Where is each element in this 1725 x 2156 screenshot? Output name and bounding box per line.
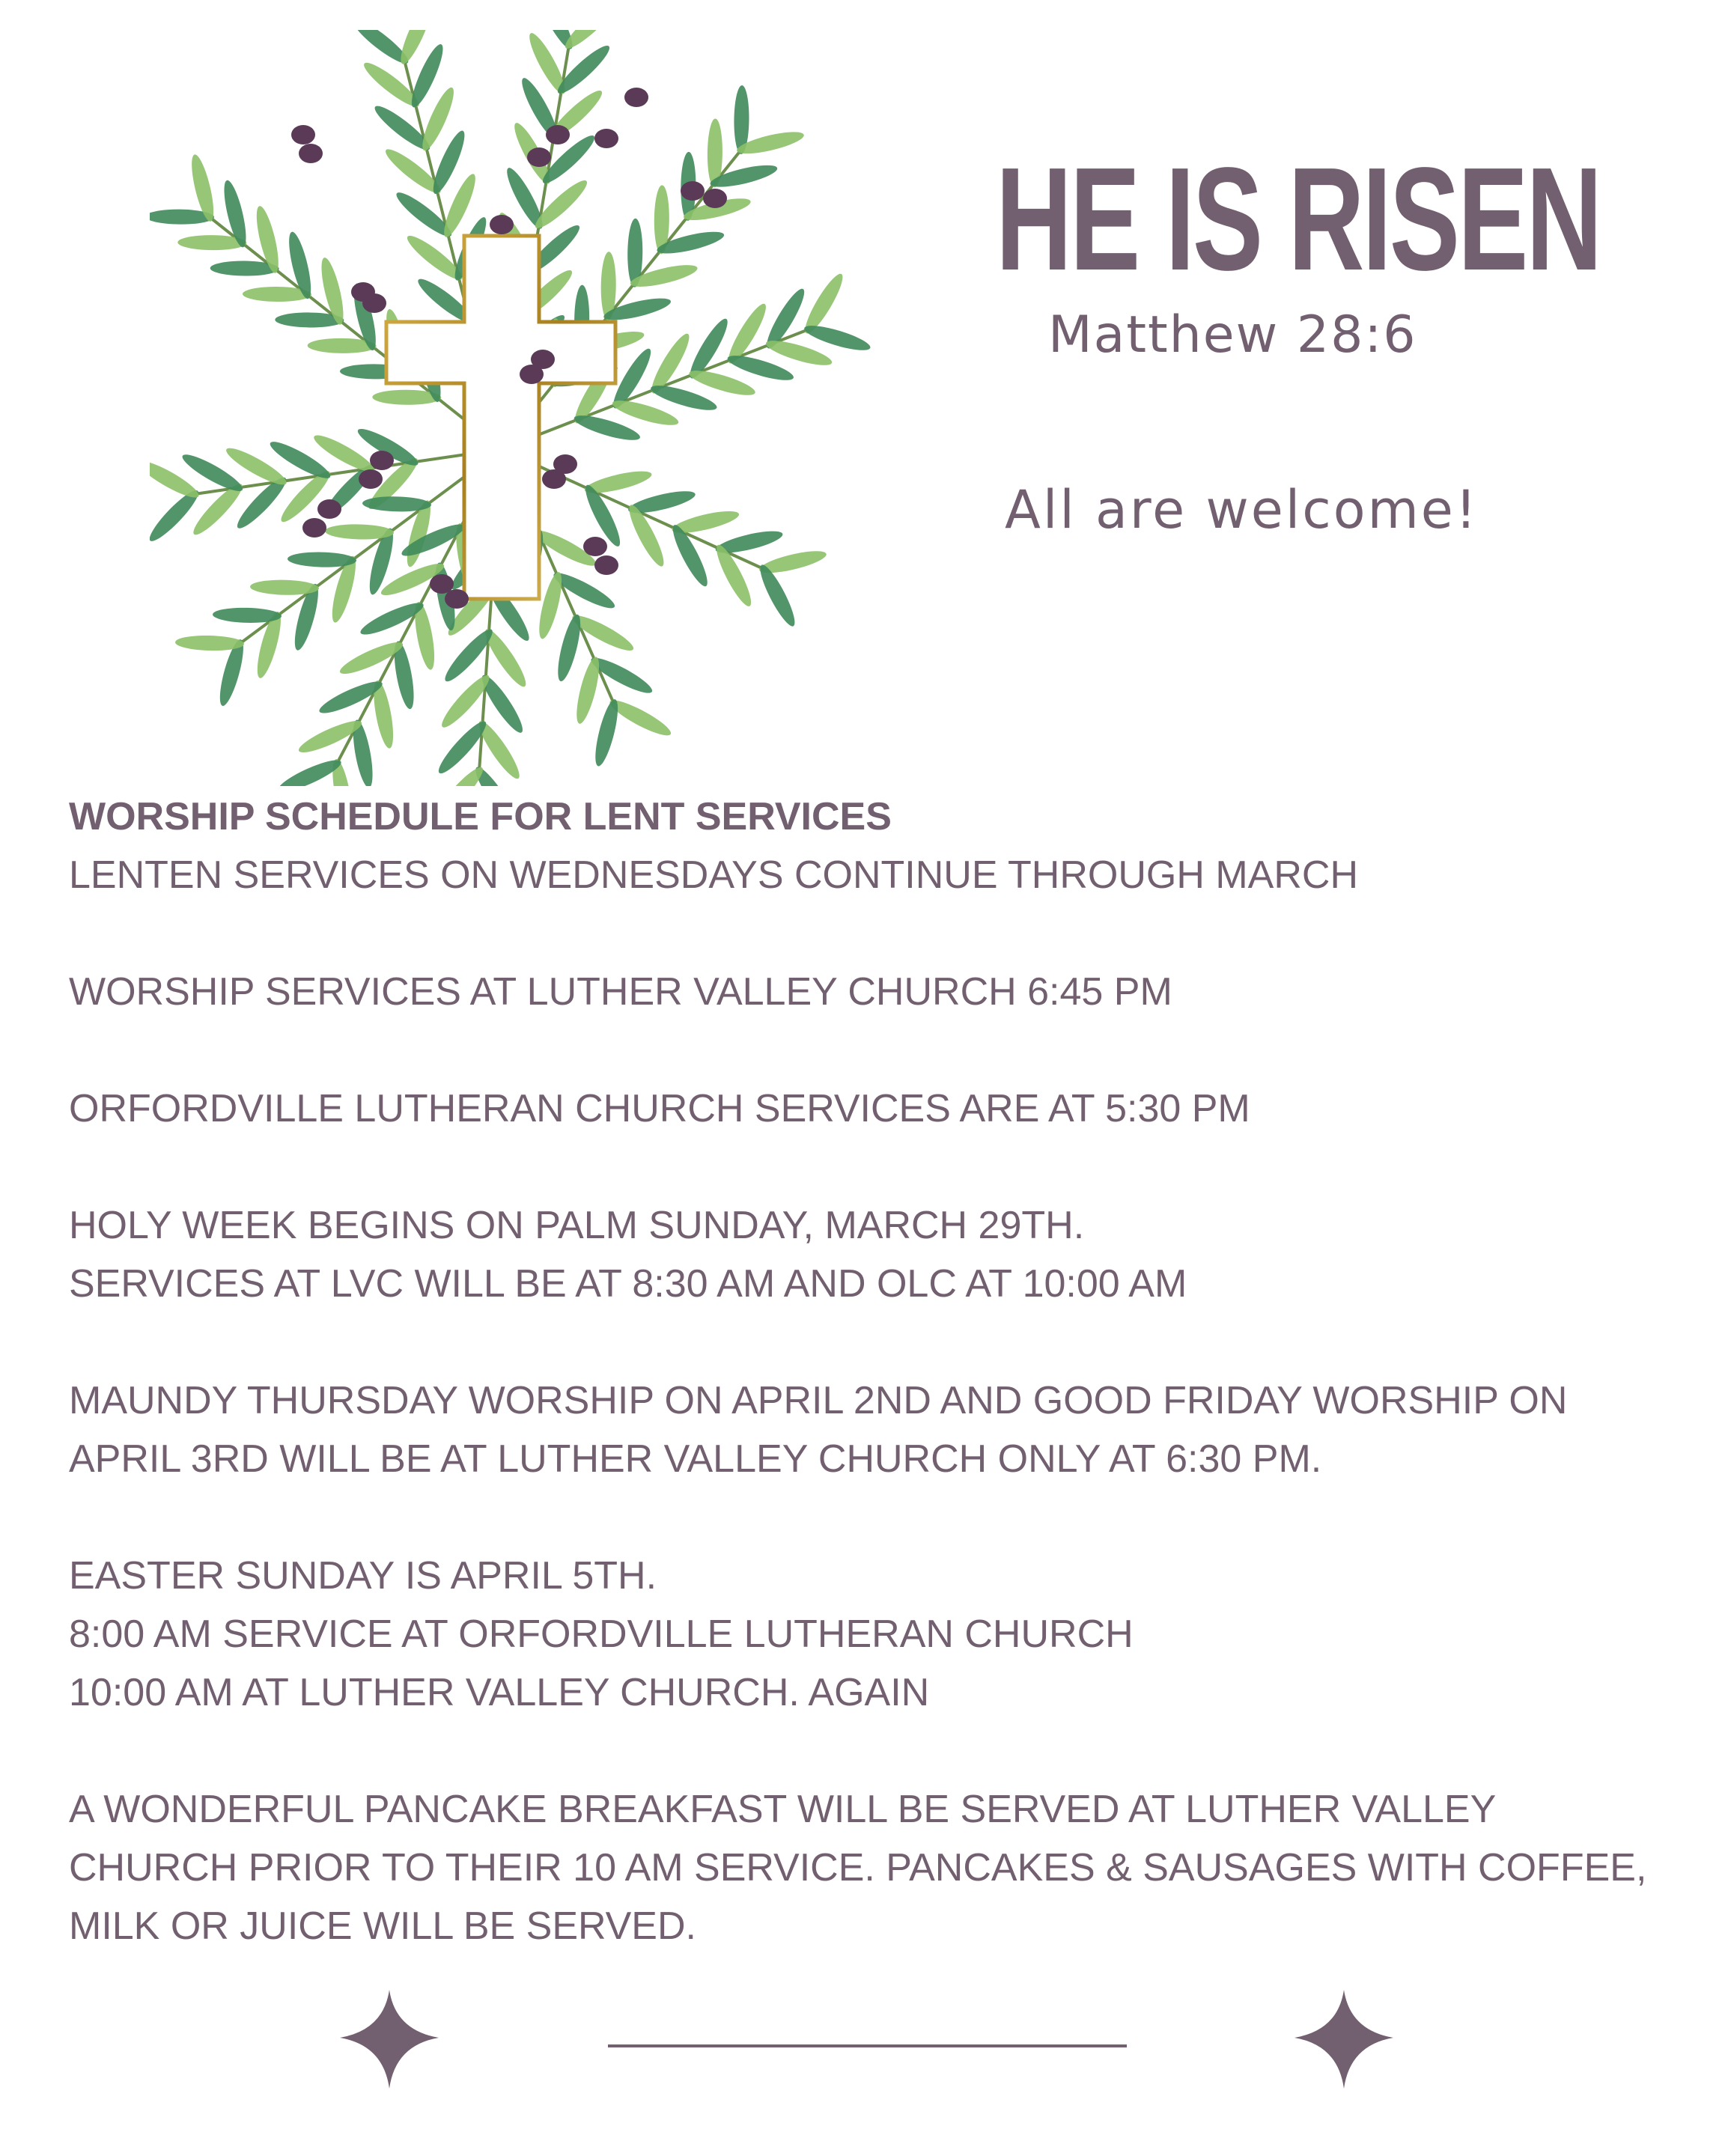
schedule-line: MAUNDY THURSDAY WORSHIP ON APRIL 2ND AND GOOD FRIDAY WORSHIP ON bbox=[69, 1379, 1568, 1422]
schedule-line: 10:00 AM AT LUTHER VALLEY CHURCH. AGAIN bbox=[69, 1671, 930, 1714]
olive-fruit bbox=[553, 454, 577, 474]
schedule-spacer bbox=[69, 1021, 1701, 1079]
sparkle-star-icon bbox=[1294, 1990, 1393, 2089]
schedule-line: EASTER SUNDAY IS APRIL 5TH. bbox=[69, 1554, 657, 1598]
olive-leaf bbox=[531, 175, 591, 233]
verse-reference: Matthew 28:6 bbox=[1048, 305, 1417, 365]
olive-fruit bbox=[703, 189, 727, 208]
olive-leaf bbox=[362, 496, 431, 512]
olive-fruit bbox=[370, 451, 394, 470]
sparkle-star-icon bbox=[340, 1990, 439, 2089]
olive-leaf bbox=[553, 40, 614, 98]
olive-leaf bbox=[250, 579, 319, 596]
schedule-spacer bbox=[69, 1722, 1701, 1780]
schedule-line: 8:00 AM SERVICE AT ORFORDVILLE LUTHERAN CHURCH bbox=[69, 1613, 1134, 1656]
olive-leaf bbox=[572, 655, 603, 725]
olive-fruit bbox=[359, 469, 383, 489]
olive-fruit bbox=[527, 147, 551, 167]
schedule-line: WORSHIP SERVICES AT LUTHER VALLEY CHURCH 6:45 PM bbox=[69, 970, 1172, 1014]
headline-he-is-risen: HE IS RISEN bbox=[996, 137, 1601, 301]
olive-fruit bbox=[520, 365, 544, 384]
olive-fruit bbox=[302, 518, 326, 538]
olive-fruit bbox=[583, 537, 607, 556]
schedule-spacer bbox=[69, 1488, 1701, 1547]
olive-leaf bbox=[288, 551, 356, 567]
olive-fruit bbox=[546, 125, 570, 144]
schedule-spacer bbox=[69, 1313, 1701, 1371]
olive-fruit bbox=[594, 129, 618, 148]
olive-leaf bbox=[175, 635, 244, 651]
schedule-spacer bbox=[69, 904, 1701, 963]
worship-schedule bbox=[69, 788, 1701, 1955]
olive-fruit bbox=[291, 125, 315, 144]
olive-fruit bbox=[490, 215, 514, 234]
schedule-line: A WONDERFUL PANCAKE BREAKFAST WILL BE SERVED AT LUTHER VALLEY bbox=[69, 1788, 1497, 1831]
olive-fruit bbox=[317, 499, 341, 519]
olive-fruit bbox=[299, 144, 323, 163]
olive-fruit bbox=[681, 181, 705, 201]
olive-leaf bbox=[213, 607, 282, 624]
schedule-line: ORFORDVILLE LUTHERAN CHURCH SERVICES ARE AT 5:30 PM bbox=[69, 1087, 1250, 1130]
olive-fruit bbox=[362, 293, 386, 313]
schedule-line: HOLY WEEK BEGINS ON PALM SUNDAY, MARCH 29TH. bbox=[69, 1204, 1085, 1247]
olive-leaf bbox=[553, 612, 585, 683]
footer-ornament bbox=[0, 1984, 1725, 2096]
schedule-spacer bbox=[69, 1138, 1701, 1196]
schedule-title: WORSHIP SCHEDULE FOR LENT SERVICES bbox=[69, 795, 892, 838]
olive-fruit bbox=[430, 574, 454, 594]
olive-fruit bbox=[594, 555, 618, 575]
schedule-line: APRIL 3RD WILL BE AT LUTHER VALLEY CHURCH ONLY AT 6:30 PM. bbox=[69, 1437, 1322, 1481]
olive-fruit bbox=[624, 88, 648, 107]
schedule-line: SERVICES AT LVC WILL BE AT 8:30 AM AND OLC AT 10:00 AM bbox=[69, 1262, 1187, 1306]
olive-leaf bbox=[325, 523, 394, 540]
schedule-line: MILK OR JUICE WILL BE SERVED. bbox=[69, 1904, 696, 1948]
olive-leaf bbox=[561, 30, 621, 53]
olive-leaf bbox=[591, 698, 622, 768]
schedule-line: CHURCH PRIOR TO THEIR 10 AM SERVICE. PANCAKES & SAUSAGES WITH COFFEE, bbox=[69, 1846, 1647, 1889]
olive-cross-illustration bbox=[150, 30, 883, 786]
olive-fruit bbox=[445, 589, 469, 609]
welcome-text: All are welcome! bbox=[1005, 479, 1479, 540]
schedule-line: LENTEN SERVICES ON WEDNESDAYS CONTINUE THROUGH MARCH bbox=[69, 853, 1358, 897]
